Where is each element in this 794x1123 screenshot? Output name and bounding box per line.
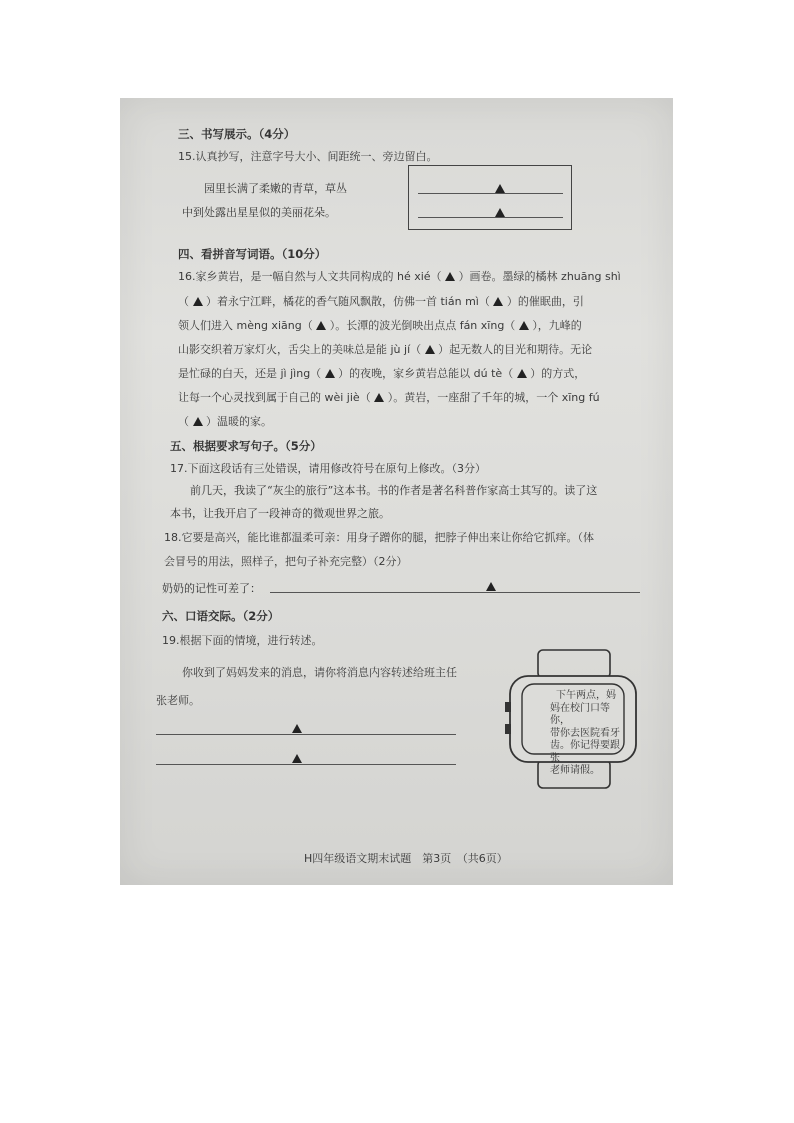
q16-line-6: 让每一个心灵找到属于自己的 wèi jiè（ ）。黄岩，一座甜了千年的城，一个 xīng fú [178, 391, 600, 404]
q16-line-3: 领人们进入 mèng xiāng（ ）。长潭的波光倒映出点点 fán xīng（ ），九峰的 [178, 319, 582, 332]
watch-message [528, 690, 620, 778]
q18-line-2: 会冒号的用法，照样子，把句子补充完整）（2分） [164, 555, 408, 568]
exam-page-photo [120, 98, 673, 885]
q16-line-2: （ ）着永宁江畔，橘花的香气随风飘散，仿佛一首 tián mì（ ）的催眠曲，引 [178, 295, 584, 308]
q18-prompt: 奶奶的记性可差了： [162, 582, 261, 595]
answer-marker-icon [425, 345, 435, 354]
poem-line-2: 中到处露出星星似的美丽花朵。 [182, 206, 336, 219]
answer-marker-icon [193, 297, 203, 306]
watch-message-line: 下午两点，妈 [556, 690, 616, 701]
answer-marker-icon [316, 321, 326, 330]
page-footer: H四年级语文期末试题 第3页 （共6页） [304, 852, 508, 865]
passage-line-2: 本书，让我开启了一段神奇的微观世界之旅。 [170, 507, 390, 520]
watch-message-line: 老师请假。 [550, 765, 600, 776]
answer-marker-icon [374, 393, 384, 402]
poem-line-1: 园里长满了柔嫩的青草，草丛 [204, 182, 347, 195]
copy-line-1 [418, 193, 563, 194]
copy-writing-box[interactable] [408, 165, 572, 230]
question-15: 15.认真抄写，注意字号大小、间距统一、旁边留白。 [178, 150, 438, 163]
q16-line-7: （ ）温暖的家。 [178, 415, 272, 428]
q16-line-1: 16.家乡黄岩，是一幅自然与人文共同构成的 hé xié（ ）画卷。墨绿的橘林 zhuāng shì [178, 270, 621, 283]
passage-line-1: 前几天，我读了“灰尘的旅行”这本书。书的作者是著名科普作家高士其写的。读了这 [190, 484, 598, 497]
question-19: 19.根据下面的情境，进行转述。 [162, 634, 323, 647]
q18-line-1: 18.它要是高兴，能比谁都温柔可亲：用身子蹭你的腿，把脖子伸出来让你给它抓痒。（体 [164, 531, 594, 544]
watch-message-line: 带你去医院看牙 [550, 727, 620, 739]
watch-message-line: 妈在校门口等你， [550, 702, 610, 726]
answer-marker-icon [292, 724, 302, 733]
answer-marker-icon [445, 272, 455, 281]
section-4-title: 四、看拼音写词语。（10分） [178, 247, 327, 261]
answer-marker-icon [486, 582, 496, 591]
q18-answer-line[interactable] [270, 592, 640, 593]
answer-marker-icon [519, 321, 529, 330]
answer-marker-icon [493, 297, 503, 306]
q19-desc-line-2: 张老师。 [156, 694, 200, 707]
section-5-title: 五、根据要求写句子。（5分） [170, 439, 322, 453]
answer-marker-icon [495, 184, 505, 193]
q19-answer-line-2[interactable] [156, 764, 456, 765]
q19-answer-line-1[interactable] [156, 734, 456, 735]
q16-line-4: 山影交织着万家灯火，舌尖上的美味总是能 jù jí（ ）起无数人的目光和期待。无论 [178, 343, 593, 356]
question-17: 17.下面这段话有三处错误，请用修改符号在原句上修改。（3分） [170, 462, 486, 475]
section-3-title: 三、书写展示。（4分） [178, 127, 296, 141]
answer-marker-icon [193, 417, 203, 426]
section-6-title: 六、口语交际。（2分） [162, 609, 280, 623]
q19-desc-line-1: 你收到了妈妈发来的消息，请你将消息内容转述给班主任 [182, 666, 457, 679]
answer-marker-icon [517, 369, 527, 378]
copy-line-2 [418, 217, 563, 218]
answer-marker-icon [495, 208, 505, 217]
q16-line-5: 是忙碌的白天，还是 jì jìng（ ）的夜晚，家乡黄岩总能以 dú tè（ ）的方式， [178, 367, 586, 380]
answer-marker-icon [325, 369, 335, 378]
watch-message-line: 齿。你记得要跟张 [550, 740, 620, 764]
answer-marker-icon [292, 754, 302, 763]
